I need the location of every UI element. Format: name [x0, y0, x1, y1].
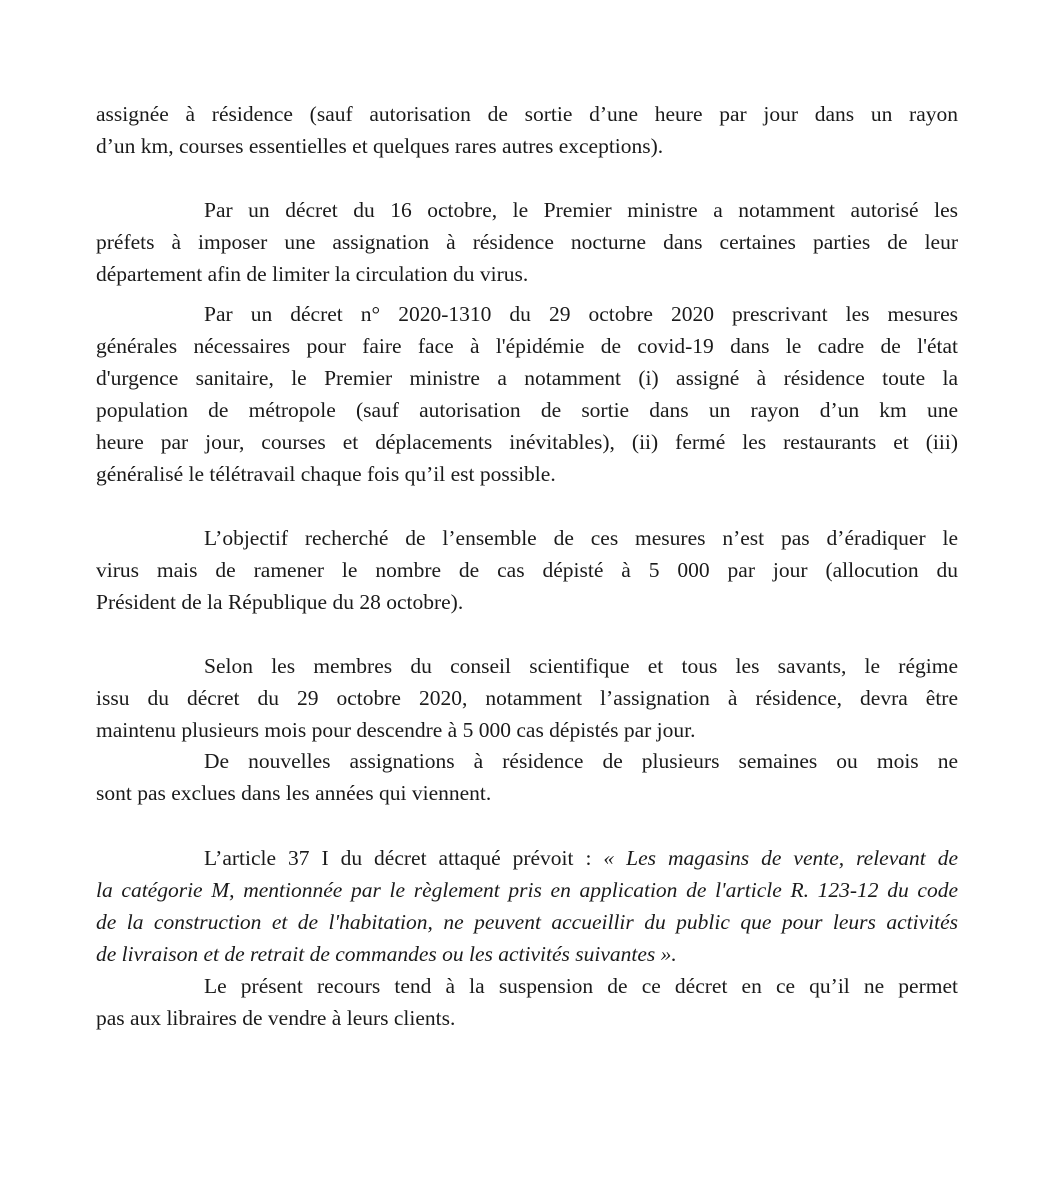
text-line: Le présent recours tend à la suspension de ce décret en ce qu’il ne permet	[204, 974, 958, 998]
text-line: généralisé le télétravail chaque fois qu’il est possible.	[96, 462, 556, 486]
paragraph-6	[96, 745, 958, 809]
text-line: issu du décret du 29 octobre 2020, notamment l’assignation à résidence, devra être	[96, 686, 958, 710]
article-intro: L’article 37 I du décret attaqué prévoit :	[204, 846, 604, 870]
text-line: d’un km, courses essentielles et quelques rares autres exceptions).	[96, 134, 664, 158]
paragraph-7	[96, 842, 958, 970]
text-line: virus mais de ramener le nombre de cas dépisté à 5 000 par jour (allocution du	[96, 558, 958, 582]
quotation: « Les magasins de vente, relevant de	[603, 846, 958, 870]
paragraph-3	[96, 298, 958, 490]
paragraph-2	[96, 194, 958, 290]
paragraph-1	[96, 98, 958, 162]
text-line: De nouvelles assignations à résidence de plusieurs semaines ou mois ne	[204, 749, 958, 773]
text-line: maintenu plusieurs mois pour descendre à 5 000 cas dépistés par jour.	[96, 718, 696, 742]
quotation-line: de livraison et de retrait de commandes ou les activités suivantes ».	[96, 942, 677, 966]
paragraph-5	[96, 650, 958, 746]
text-line: heure par jour, courses et déplacements inévitables), (ii) fermé les restaurants et (iii)	[96, 430, 958, 454]
text-line: L’objectif recherché de l’ensemble de ces mesures n’est pas d’éradiquer le	[204, 526, 958, 550]
text-line: Par un décret n° 2020-1310 du 29 octobre 2020 prescrivant les mesures	[204, 302, 958, 326]
text-line: département afin de limiter la circulation du virus.	[96, 262, 529, 286]
text-line: population de métropole (sauf autorisation de sortie dans un rayon d’un km une	[96, 398, 958, 422]
text-line: sont pas exclues dans les années qui viennent.	[96, 781, 492, 805]
quotation-line: de la construction et de l'habitation, ne peuvent accueillir du public que pour leurs activités	[96, 910, 958, 934]
text-line: assignée à résidence (sauf autorisation de sortie d’une heure par jour dans un rayon	[96, 102, 958, 126]
text-line: Selon les membres du conseil scientifique et tous les savants, le régime	[204, 654, 958, 678]
text-line: préfets à imposer une assignation à résidence nocturne dans certaines parties de leur	[96, 230, 958, 254]
text-line: pas aux libraires de vendre à leurs clients.	[96, 1006, 456, 1030]
text-line: Par un décret du 16 octobre, le Premier ministre a notamment autorisé les	[204, 198, 958, 222]
paragraph-4	[96, 522, 958, 618]
text-line: Président de la République du 28 octobre).	[96, 590, 464, 614]
text-line	[96, 842, 958, 874]
text-line: générales nécessaires pour faire face à l'épidémie de covid-19 dans le cadre de l'état	[96, 334, 958, 358]
paragraph-8	[96, 970, 958, 1034]
quotation-line: la catégorie M, mentionnée par le règlement pris en application de l'article R. 123-12 du code	[96, 878, 958, 902]
text-line: d'urgence sanitaire, le Premier ministre a notamment (i) assigné à résidence toute la	[96, 366, 958, 390]
